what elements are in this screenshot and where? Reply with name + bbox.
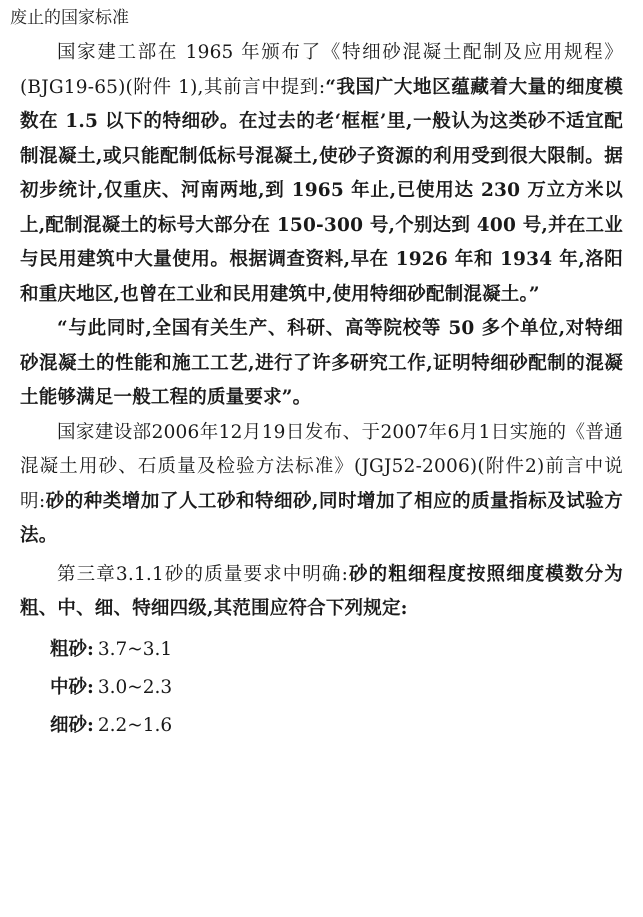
section-heading: 废止的国家标准	[10, 8, 129, 28]
grade-coarse-sand	[50, 631, 623, 669]
paragraph-1965-intro: 国家建工部在 1965 年颁布了《特细砂混凝土配制及应用规程》(BJG19-65)(附件 1),其前言中提到:	[20, 42, 623, 98]
grade-range: 3.0~2.3	[97, 676, 173, 698]
paragraph-2006-emphasis: 砂的种类增加了人工砂和特细砂,同时增加了相应的质量指标及试验方法。	[20, 490, 623, 546]
paragraph-1965-standard	[20, 36, 623, 312]
chapter-3-emphasis: 砂的粗细程度按照细度模数分为粗、中、细、特细四级,其范围应符合下列规定:	[20, 563, 624, 619]
grade-range: 2.2~1.6	[97, 714, 173, 736]
grade-medium-sand	[50, 669, 623, 707]
paragraph-1965-quote: “我国广大地区蕴藏着大量的细度模数在 1.5 以下的特细砂。在过去的老‘框框’里,一般认为这类砂不适宜配制混凝土,或只能配制低标号混凝土,使砂子资源的利用受到很大限制。据初步统计,仅重庆、河南两地,到 1965 年止,已使用达 230 万立方米以上,配制混凝土的标号大部分在 150-300 号,个别达到 400 号,并在工业与民用建筑中大量使用。根据调查资料,早在 1926 年和 1934 年,洛阳和重庆地区,也曾在工业和民用建筑中,使用特细砂配制混凝土。”	[20, 76, 624, 305]
grade-fine-sand	[50, 707, 623, 745]
paragraph-2006-standard	[20, 416, 623, 554]
paragraph-2006-intro: 国家建设部2006年12月19日发布、于2007年6月1日实施的《普通混凝土用砂、石质量及检验方法标准》(JGJ52-2006)(附件2)前言中说明:	[20, 421, 623, 512]
paragraph-research-quote	[20, 312, 623, 416]
paragraph-chapter-3	[20, 558, 623, 627]
grade-label: 粗砂:	[50, 638, 94, 660]
grade-range: 3.7~3.1	[97, 638, 173, 660]
grade-label: 中砂:	[50, 676, 94, 698]
research-quote-text: “与此同时,全国有关生产、科研、高等院校等 50 多个单位,对特细砂混凝土的性能和施工工艺,进行了许多研究工作,证明特细砂配制的混凝土能够满足一般工程的质量要求”。	[20, 318, 623, 408]
grade-label: 细砂:	[50, 714, 94, 736]
chapter-3-intro: 第三章3.1.1砂的质量要求中明确:	[57, 563, 349, 585]
